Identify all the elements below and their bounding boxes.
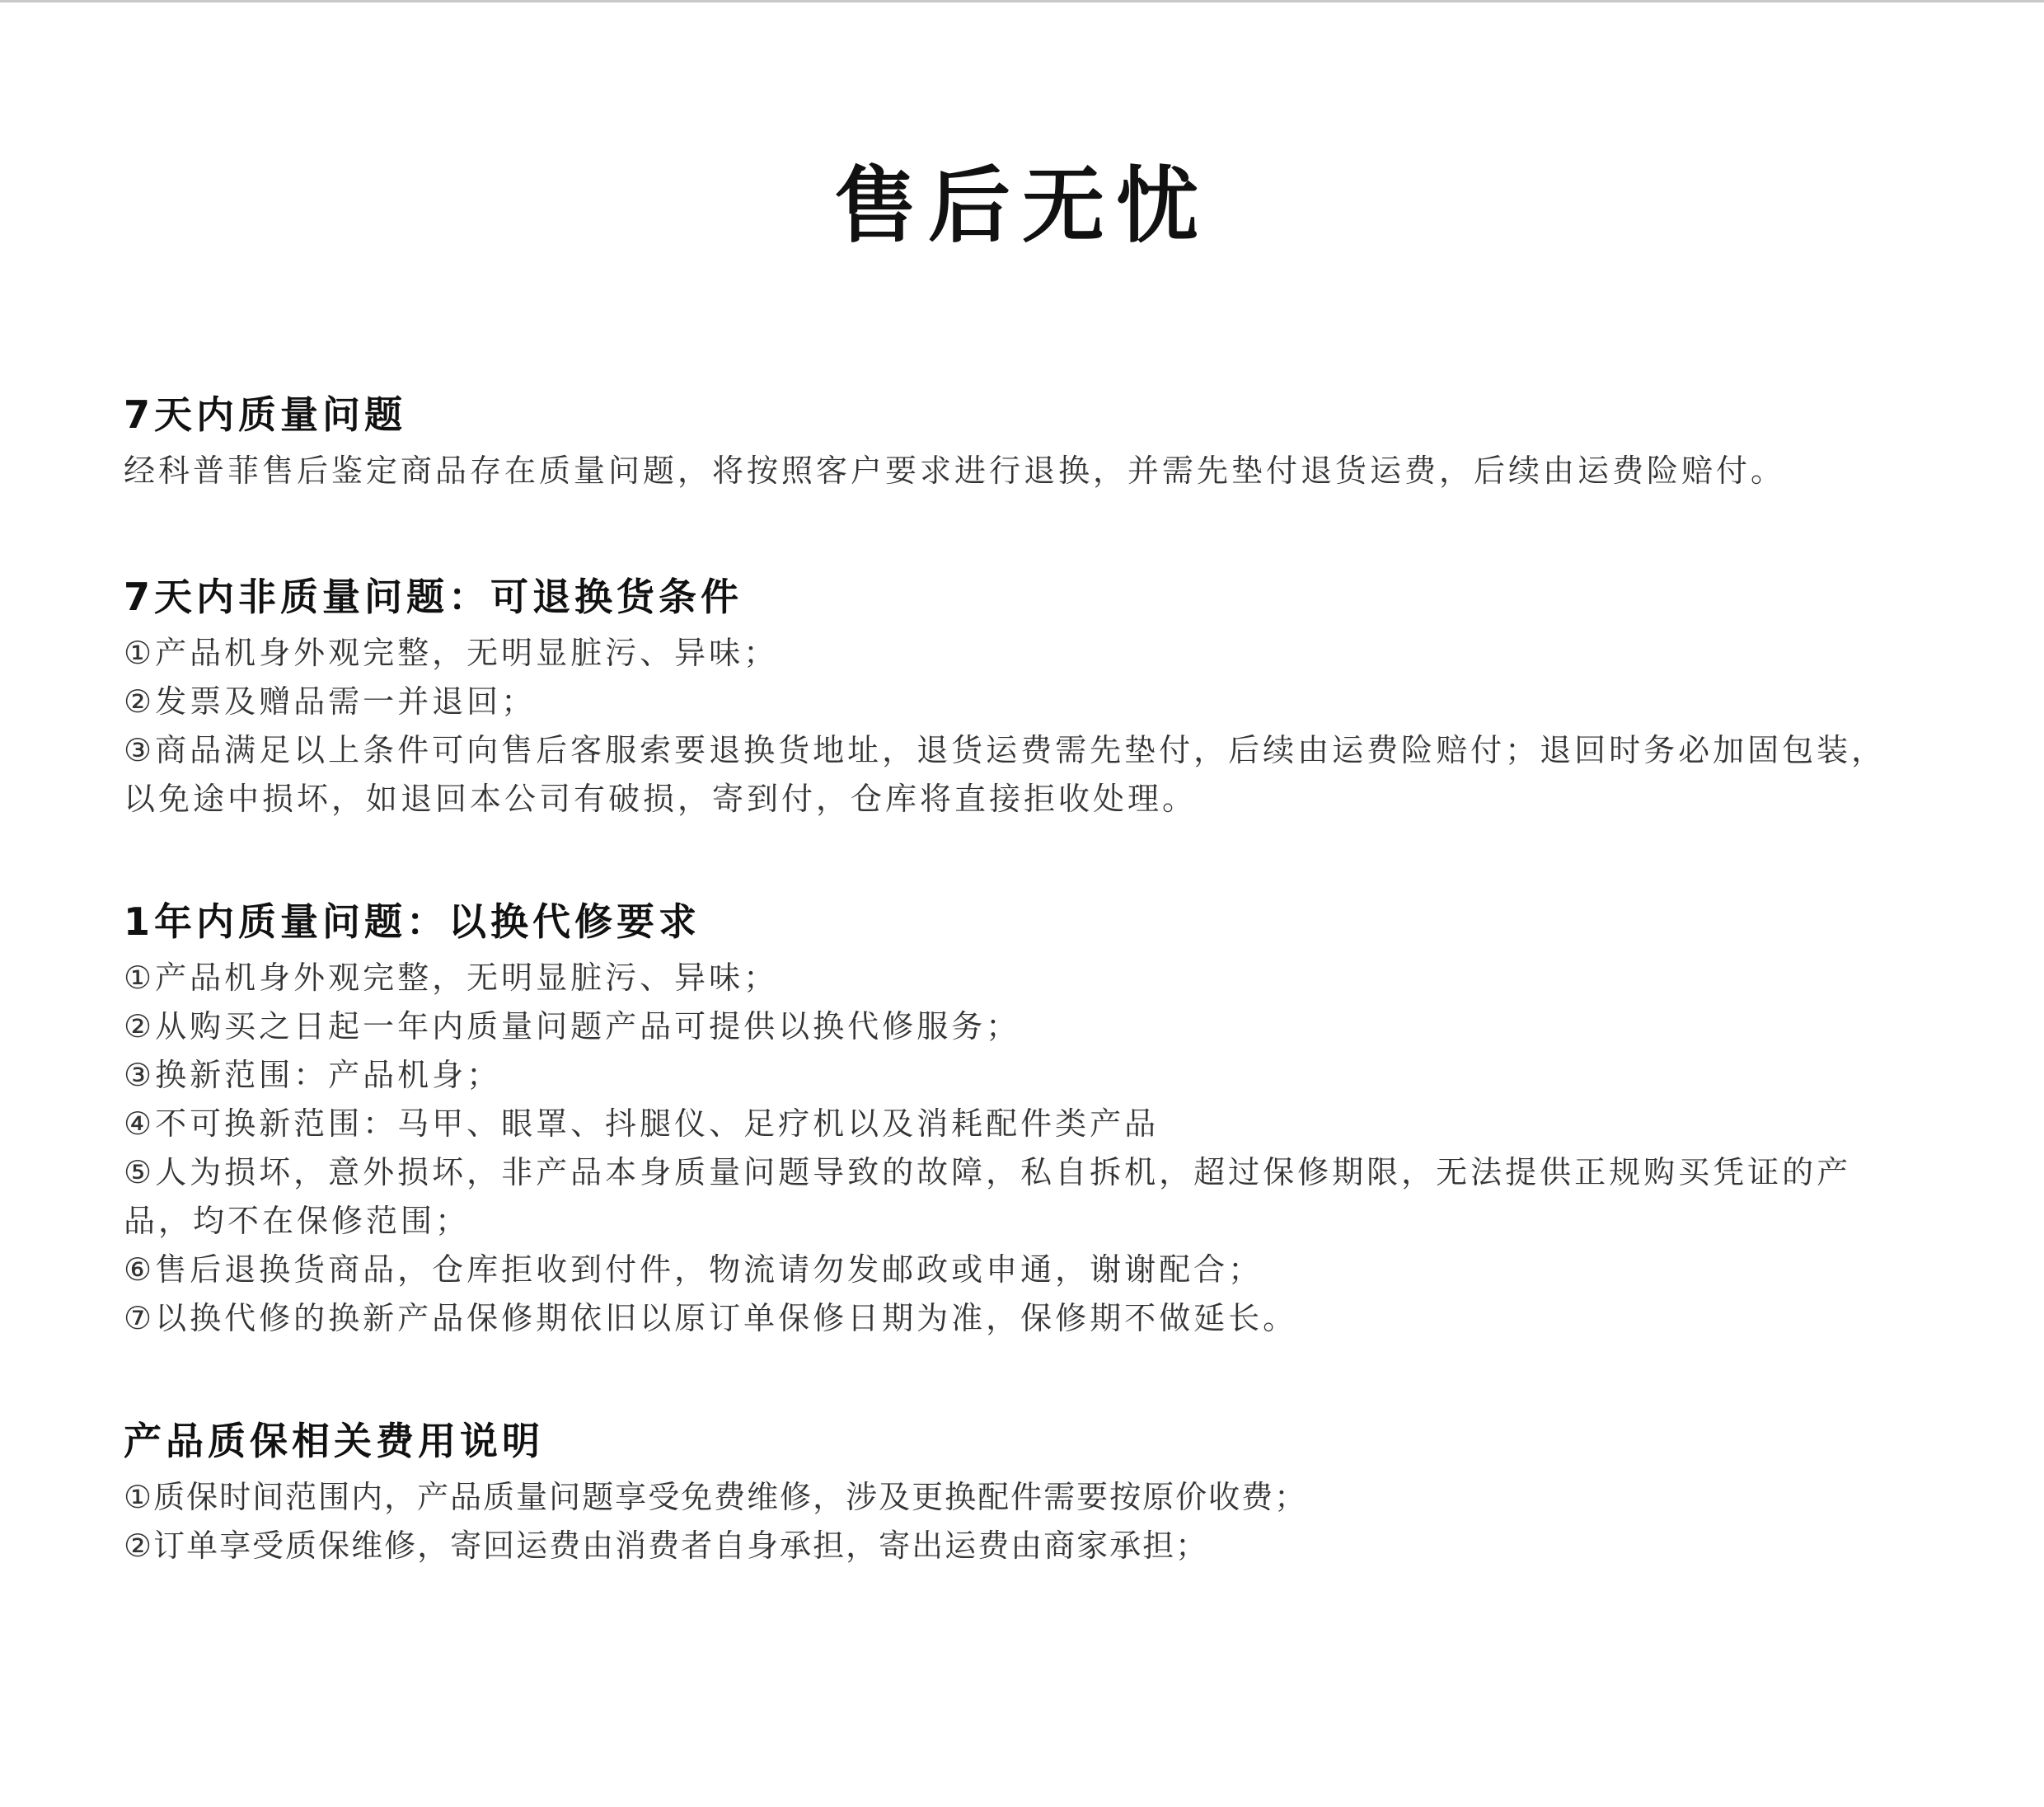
list-item: ①质保时间范围内，产品质量问题享受免费维修，涉及更换配件需要按原价收费； <box>124 1479 1308 1515</box>
list-item: ⑦以换代修的换新产品保修期依旧以原订单保修日期为准，保修期不做延长。 <box>124 1300 1298 1336</box>
list-item: ⑤人为损坏，意外损坏，非产品本身质量问题导致的故障，私自拆机，超过保修期限，无法提供正规购买凭证的产品，均不在保修范围； <box>124 1154 1852 1239</box>
section-heading: 产品质保相关费用说明 <box>124 1419 544 1463</box>
section-quality-1-year <box>124 894 1896 1343</box>
list-item: ③换新范围：产品机身； <box>124 1057 502 1093</box>
section-heading: 7天内非质量问题：可退换货条件 <box>124 575 743 619</box>
list-item: ②订单享受质保维修，寄回运费由消费者自身承担，寄出运费由商家承担； <box>124 1528 1209 1564</box>
top-divider <box>0 0 2044 2</box>
section-quality-7-days <box>124 387 1896 495</box>
section-non-quality-7-days <box>124 570 1896 824</box>
section-heading: 1年内质量问题：以换代修要求 <box>124 899 701 944</box>
section-heading: 7天内质量问题 <box>124 392 407 437</box>
list-item: ②从购买之日起一年内质量问题产品可提供以换代修服务； <box>124 1008 1021 1044</box>
list-item: ⑥售后退换货商品，仓库拒收到付件，物流请勿发邮政或申通，谢谢配合； <box>124 1251 1263 1288</box>
list-item: ③商品满足以上条件可向售后客服索要退换货地址，退货运费需先垫付，后续由运费险赔付；退回时务必加固包装，以免途中损坏，如退回本公司有破损，寄到付，仓库将直接拒收处理。 <box>124 732 1887 817</box>
section-warranty-fees <box>124 1414 1896 1570</box>
list-item: ④不可换新范围：马甲、眼罩、抖腿仪、足疗机以及消耗配件类产品 <box>124 1105 1160 1142</box>
list-item: ①产品机身外观完整，无明显脏污、异味； <box>124 960 779 996</box>
list-item: ②发票及赠品需一并退回； <box>124 683 537 720</box>
section-paragraph: 经科普菲售后鉴定商品存在质量问题，将按照客户要求进行退换，并需先垫付退货运费，后续由运费险赔付。 <box>124 453 1786 489</box>
page-title: 售后无忧 <box>834 157 1210 254</box>
policy-content <box>124 387 1896 1570</box>
list-item: ①产品机身外观完整，无明显脏污、异味； <box>124 635 779 671</box>
